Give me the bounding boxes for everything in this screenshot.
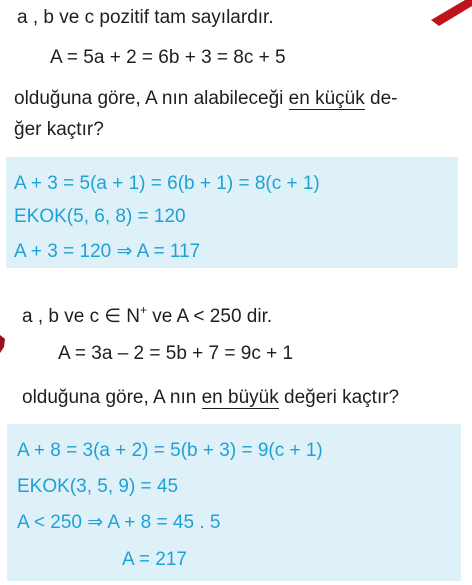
question-text: de- [364,88,398,109]
given-text: a , b ve c ∈ N [22,306,140,327]
emphasis-underlined: en büyük [201,387,279,408]
solution2-line: A < 250 ⇒ A + 8 = 45 . 5 [17,512,221,533]
margin-marker-icon [0,335,6,353]
question-text: değeri kaçtır? [278,387,400,408]
given-text: ve A < 250 dir. [146,306,273,327]
problem1-equation: A = 5a + 2 = 6b + 3 = 8c + 5 [50,47,286,68]
emphasis-underlined: en küçük [288,88,365,109]
problem2-equation: A = 3a – 2 = 5b + 7 = 9c + 1 [58,343,294,364]
problem1-question [14,87,397,111]
corner-marker-icon [425,0,472,26]
solution1-line: A + 3 = 120 ⇒ A = 117 [14,241,201,262]
question-text: olduğuna göre, A nın alabileceği [14,88,289,109]
question-text: olduğuna göre, A nın [22,387,202,408]
solution2-result: A = 217 [122,549,187,570]
problem1-given: a , b ve c pozitif tam sayılardır. [17,7,274,28]
problem2-question [22,386,399,410]
problem1-question-continued: ğer kaçtır? [14,119,104,140]
solution2-line: A + 8 = 3(a + 2) = 5(b + 3) = 9(c + 1) [17,440,323,461]
solution1-line: A + 3 = 5(a + 1) = 6(b + 1) = 8(c + 1) [14,173,320,194]
problem2-given [22,298,272,329]
solution1-line: EKOK(5, 6, 8) = 120 [14,206,186,227]
superscript-plus: + [139,303,147,317]
solution2-line: EKOK(3, 5, 9) = 45 [17,476,179,497]
